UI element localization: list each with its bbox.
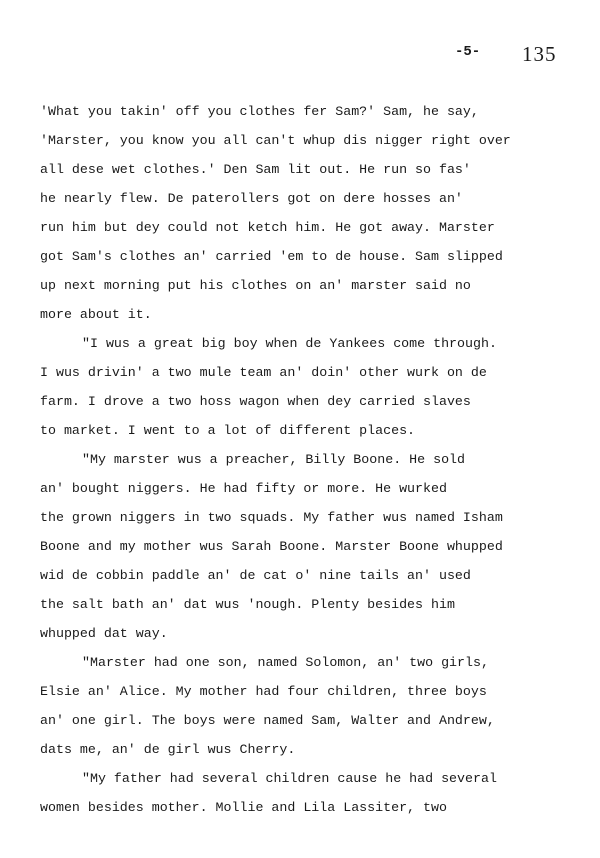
text-line: farm. I drove a two hoss wagon when dey carried slaves bbox=[40, 394, 471, 409]
text-line: more about it. bbox=[40, 307, 152, 322]
text-line: "Marster had one son, named Solomon, an' two girls, bbox=[82, 655, 489, 670]
folio-number: 135 bbox=[522, 42, 557, 66]
text-line: whupped dat way. bbox=[40, 626, 168, 641]
text-line: an' bought niggers. He had fifty or more. He wurked bbox=[40, 481, 447, 496]
page-marker: -5- bbox=[455, 44, 481, 60]
text-line: up next morning put his clothes on an' marster said no bbox=[40, 278, 471, 293]
text-line: Elsie an' Alice. My mother had four children, three boys bbox=[40, 684, 487, 699]
text-line: to market. I went to a lot of different places. bbox=[40, 423, 416, 438]
text-line: 'What you takin' off you clothes fer Sam?' Sam, he say, bbox=[40, 104, 479, 119]
text-line: "My father had several children cause he had several bbox=[82, 771, 497, 786]
text-line: the grown niggers in two squads. My father wus named Isham bbox=[40, 510, 503, 525]
text-line: he nearly flew. De paterollers got on dere hosses an' bbox=[40, 191, 463, 206]
text-line: dats me, an' de girl wus Cherry. bbox=[40, 742, 296, 757]
text-line: women besides mother. Mollie and Lila Lassiter, two bbox=[40, 800, 447, 815]
text-line: the salt bath an' dat wus 'nough. Plenty besides him bbox=[40, 597, 455, 612]
text-line: run him but dey could not ketch him. He got away. Marster bbox=[40, 220, 495, 235]
text-line: I wus drivin' a two mule team an' doin' other wurk on de bbox=[40, 365, 487, 380]
text-line: an' one girl. The boys were named Sam, Walter and Andrew, bbox=[40, 713, 495, 728]
text-line: "I wus a great big boy when de Yankees come through. bbox=[82, 336, 497, 351]
text-line: 'Marster, you know you all can't whup dis nigger right over bbox=[40, 133, 511, 148]
text-line: "My marster wus a preacher, Billy Boone. He sold bbox=[82, 452, 466, 467]
text-line: wid de cobbin paddle an' de cat o' nine tails an' used bbox=[40, 568, 471, 583]
text-line: Boone and my mother wus Sarah Boone. Marster Boone whupped bbox=[40, 539, 503, 554]
text-line: all dese wet clothes.' Den Sam lit out. He run so fas' bbox=[40, 162, 471, 177]
text-line: got Sam's clothes an' carried 'em to de house. Sam slipped bbox=[40, 249, 503, 264]
